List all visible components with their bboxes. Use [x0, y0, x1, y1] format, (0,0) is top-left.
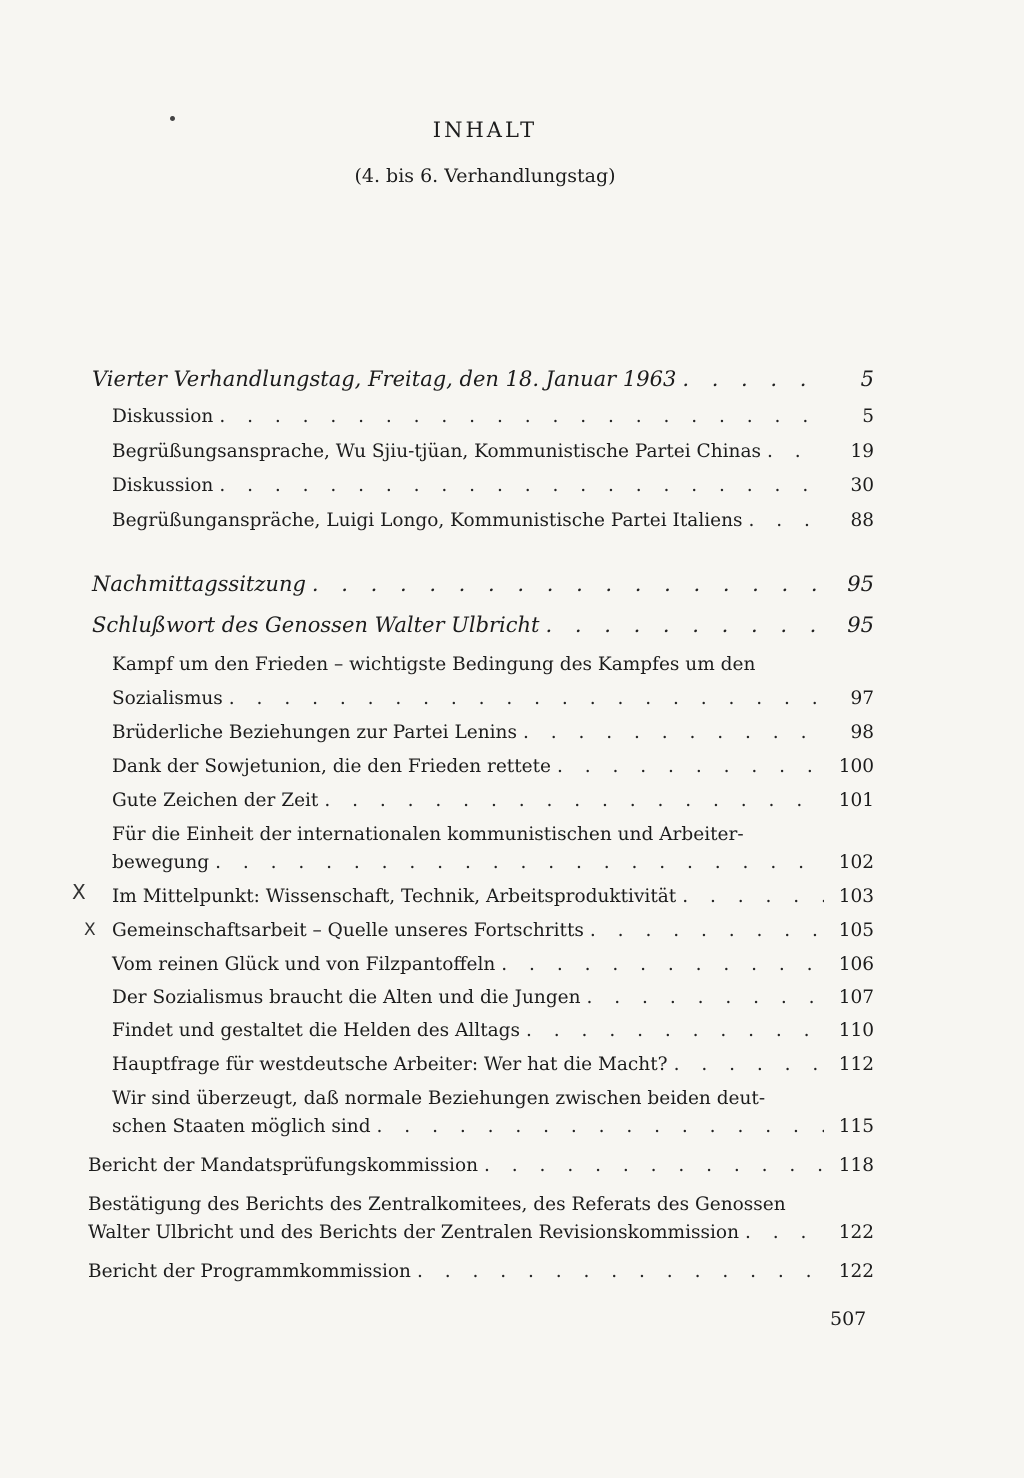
toc-entry: Walter Ulbricht und des Berichts der Zentralen Revisionskommission . . . 122	[88, 1222, 874, 1243]
toc-entry: Sozialismus . . . 97	[112, 688, 874, 709]
toc-entry: Bericht der Mandatsprüfungskommission . . . 118	[88, 1155, 874, 1176]
ink-speck	[170, 116, 175, 121]
toc-entry-main: Schlußwort des Genossen Walter Ulbricht . . . 95	[92, 613, 874, 637]
toc-entry: Brüderliche Beziehungen zur Partei Lenins . . . 98	[112, 722, 874, 743]
toc-entry-continued: Wir sind überzeugt, daß normale Beziehungen zwischen beiden deut-	[112, 1088, 766, 1109]
toc-entry: Findet und gestaltet die Helden des Alltags . . . 110	[112, 1020, 874, 1041]
toc-entry: schen Staaten möglich sind . . . 115	[112, 1116, 874, 1137]
toc-entry: Dank der Sowjetunion, die den Frieden rettete . . . 100	[112, 756, 874, 777]
handwritten-x-mark: X	[84, 920, 96, 940]
toc-entry-main: Nachmittagssitzung . . . 95	[92, 572, 874, 596]
page-subtitle: (4. bis 6. Verhandlungstag)	[354, 165, 616, 187]
toc-entry: Diskussion . . . 5	[112, 406, 874, 427]
toc-entry: Der Sozialismus braucht die Alten und die Jungen . . . 107	[112, 987, 874, 1008]
toc-entry: Begrüßunganspräche, Luigi Longo, Kommunistische Partei Italiens . . . 88	[112, 510, 874, 531]
toc-entry-main: Vierter Verhandlungstag, Freitag, den 18. Januar 1963 . . . 5	[92, 367, 874, 391]
toc-entry: Begrüßungsansprache, Wu Sjiu-tjüan, Kommunistische Partei Chinas . . . 19	[112, 441, 874, 462]
page-number: 507	[830, 1308, 867, 1330]
page-title: INHALT	[432, 118, 538, 142]
toc-entry-continued: Für die Einheit der internationalen kommunistischen und Arbeiter-	[112, 824, 744, 845]
toc-entry: Gemeinschaftsarbeit – Quelle unseres Fortschritts . . . 105	[112, 920, 874, 941]
toc-entry: Gute Zeichen der Zeit . . . 101	[112, 790, 874, 811]
handwritten-x-mark: X	[72, 880, 86, 904]
toc-entry-continued: Bestätigung des Berichts des Zentralkomitees, des Referats des Genossen	[88, 1194, 786, 1215]
toc-entry: Diskussion . . . 30	[112, 475, 874, 496]
toc-entry: Vom reinen Glück und von Filzpantoffeln . . . 106	[112, 954, 874, 975]
toc-entry: bewegung . . . 102	[112, 852, 874, 873]
toc-entry: Bericht der Programmkommission . . . 122	[88, 1261, 874, 1282]
toc-entry: Hauptfrage für westdeutsche Arbeiter: Wer hat die Macht? . . . 112	[112, 1054, 874, 1075]
toc-entry-continued: Kampf um den Frieden – wichtigste Bedingung des Kampfes um den	[112, 654, 756, 675]
toc-entry: Im Mittelpunkt: Wissenschaft, Technik, Arbeitsproduktivität . . . 103	[112, 886, 874, 907]
